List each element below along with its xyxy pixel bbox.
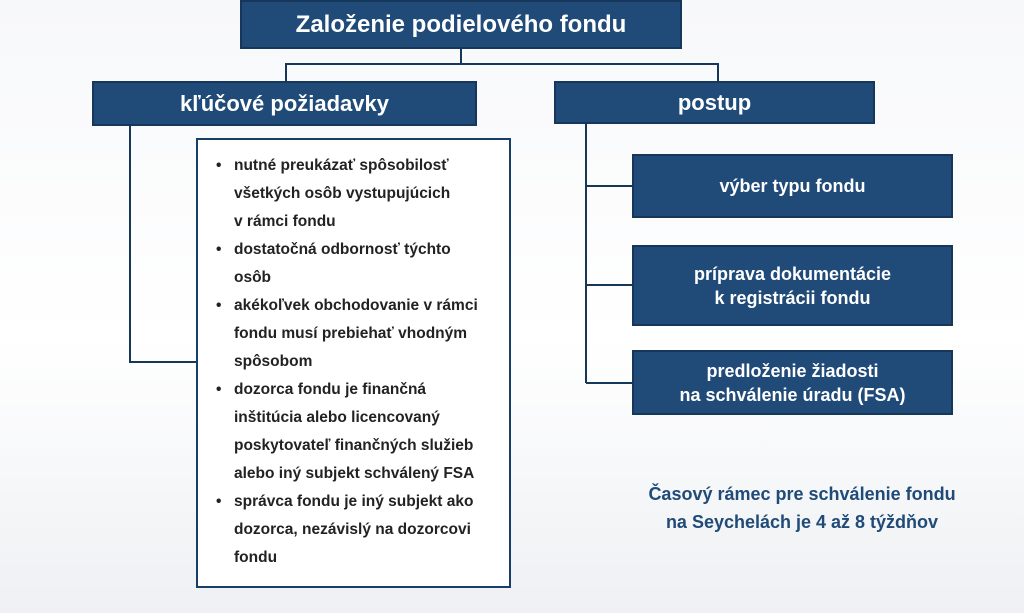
connector-title-to-requirements — [286, 49, 461, 81]
approval-timeframe-note: Časový rámec pre schválenie fondu na Seychelách je 4 až 8 týždňov — [648, 484, 956, 532]
requirements-list — [216, 152, 495, 572]
process-step-1-box: výber typu fondu — [632, 154, 953, 218]
connector-title-to-process — [461, 64, 718, 81]
connector-requirements-to-panel — [130, 126, 196, 362]
process-step-2-box: príprava dokumentácie k registrácii fondu — [632, 245, 953, 326]
main-title-box: Založenie podielového fondu — [240, 0, 682, 49]
process-header-box: postup — [554, 81, 875, 124]
requirement-item-manager: • správca fondu je iný subjekt ako dozorca, nezávislý na dozorcovi fondu — [216, 488, 495, 572]
requirement-item-expertise: • dostatočná odbornosť týchto osôb — [216, 236, 495, 292]
process-step-3-box: predloženie žiadosti na schválenie úradu (FSA) — [632, 350, 953, 415]
requirements-panel — [196, 138, 511, 588]
requirements-header-box: kľúčové požiadavky — [92, 81, 477, 126]
requirement-item-custodian: • dozorca fondu je finančná inštitúcia alebo licencovaný poskytovateľ finančných služieb alebo iný subjekt schválený FSA — [216, 376, 495, 488]
requirement-item-competence: • nutné preukázať spôsobilosť všetkých osôb vystupujúcich v rámci fondu — [216, 152, 495, 236]
requirement-item-trading: • akékoľvek obchodovanie v rámci fondu musí prebiehať vhodným spôsobom — [216, 292, 495, 376]
